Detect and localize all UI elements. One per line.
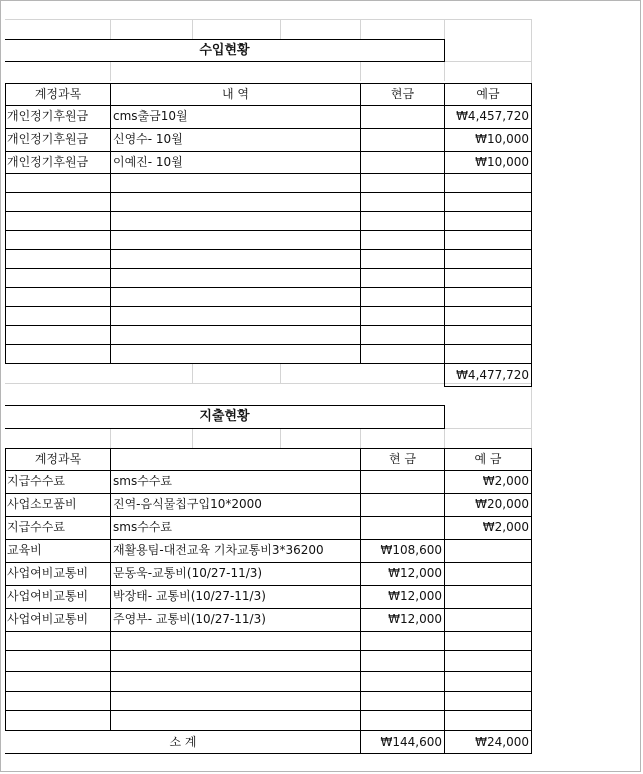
income-row-deposit: ₩4,457,720 xyxy=(456,109,529,123)
expense-header-cash: 현 금 xyxy=(389,452,416,466)
expense-row-cash: ₩108,600 xyxy=(380,543,442,557)
expense-row-detail: sms수수료 xyxy=(113,474,172,488)
income-header-cash: 현금 xyxy=(390,87,415,101)
expense-row-deposit: ₩20,000 xyxy=(475,497,529,511)
income-header-account: 계정과목 xyxy=(34,87,82,101)
income-title: 수입현황 xyxy=(199,43,250,58)
expense-row-cash: ₩12,000 xyxy=(388,566,442,580)
expense-row-deposit: ₩2,000 xyxy=(482,474,529,488)
income-header-detail: 내 역 xyxy=(222,87,249,101)
expense-row-cash: ₩12,000 xyxy=(388,589,442,603)
income-row-deposit: ₩10,000 xyxy=(475,132,529,146)
expense-row-account: 교육비 xyxy=(7,543,42,557)
expense-row-account: 사업여비교통비 xyxy=(7,566,89,580)
expense-row-detail: 문동욱-교통비(10/27-11/3) xyxy=(113,566,263,580)
expense-row-account: 지급수수료 xyxy=(7,520,65,534)
expense-row-account: 사업여비교통비 xyxy=(7,589,89,603)
income-row-detail: 신영수- 10월 xyxy=(113,132,183,146)
expense-row-detail: 진역-음식물칩구입10*2000 xyxy=(113,497,262,511)
expense-row-detail: 박장태- 교통비(10/27-11/3) xyxy=(113,589,266,603)
income-row-account: 개인정기후원금 xyxy=(7,155,89,169)
income-row-account: 개인정기후원금 xyxy=(7,109,89,123)
expense-row-detail: sms수수료 xyxy=(113,520,172,534)
expense-header-account: 계정과목 xyxy=(34,452,82,466)
expense-row-account: 사업여비교통비 xyxy=(7,612,89,626)
income-row-detail: cms출금10월 xyxy=(113,109,188,123)
expense-row-account: 지급수수료 xyxy=(7,474,65,488)
expense-subtotal-deposit: ₩24,000 xyxy=(475,735,529,749)
income-total-deposit: ₩4,477,720 xyxy=(456,368,529,382)
income-row-deposit: ₩10,000 xyxy=(475,155,529,169)
expense-row-deposit: ₩2,000 xyxy=(482,520,529,534)
income-header-deposit: 예금 xyxy=(476,87,500,101)
income-row-account: 개인정기후원금 xyxy=(7,132,89,146)
expense-title: 지출현황 xyxy=(199,409,250,424)
expense-subtotal-cash: ₩144,600 xyxy=(380,735,442,749)
expense-row-cash: ₩12,000 xyxy=(388,612,442,626)
expense-row-account: 사업소모품비 xyxy=(7,497,77,511)
income-row-detail: 이예진- 10월 xyxy=(113,155,183,169)
expense-row-detail: 재활용팀-대전교육 기차교통비3*36200 xyxy=(113,543,324,557)
expense-row-detail: 주영부- 교통비(10/27-11/3) xyxy=(113,612,266,626)
expense-subtotal-label: 소 계 xyxy=(169,735,197,749)
expense-header-deposit: 예 금 xyxy=(474,452,502,466)
